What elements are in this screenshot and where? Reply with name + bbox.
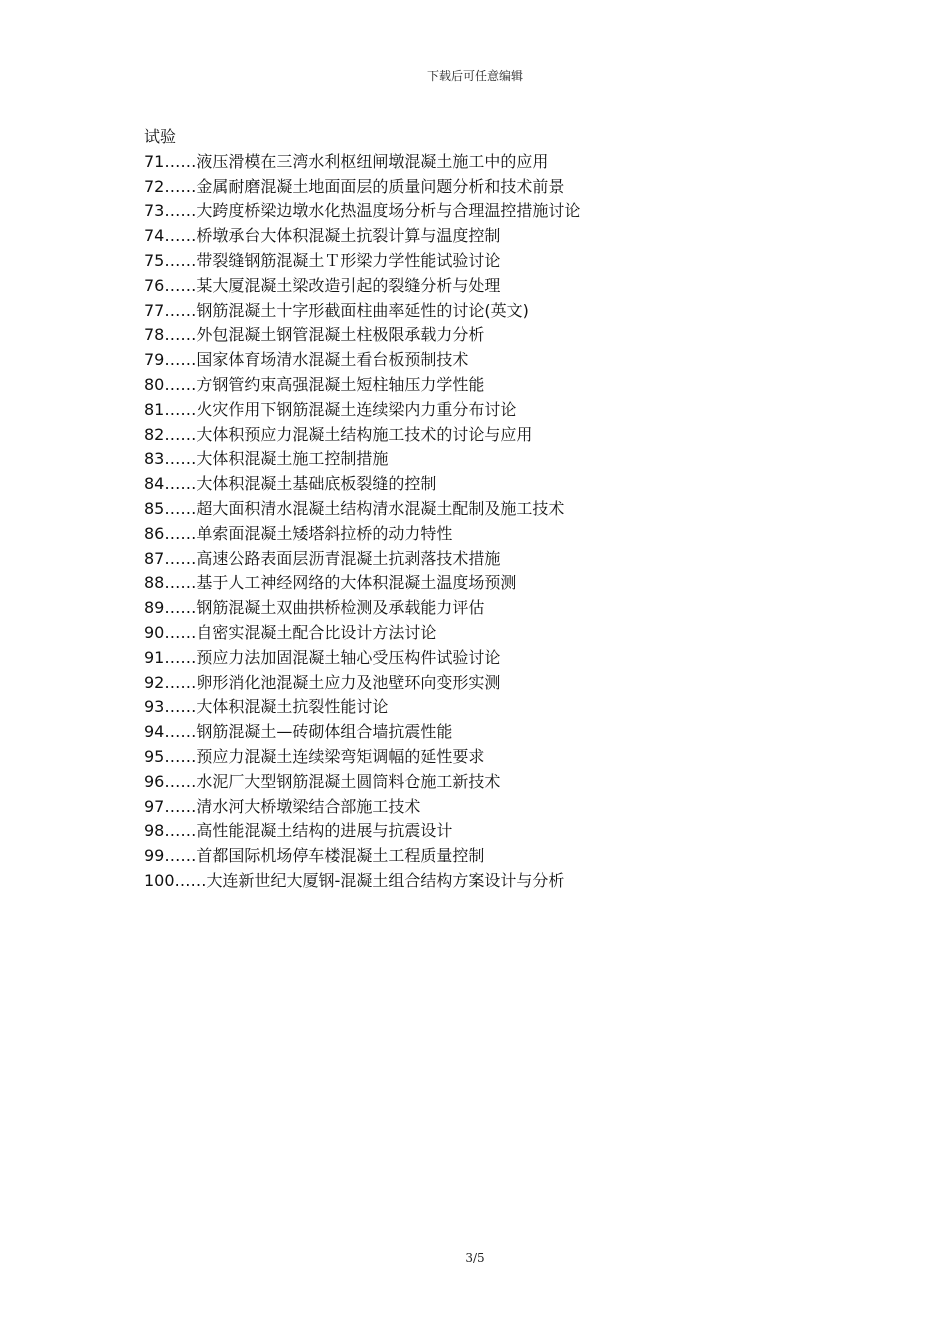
list-item: 93……大体积混凝土抗裂性能讨论 (144, 697, 389, 717)
list-item: 95……预应力混凝土连续梁弯矩调幅的延性要求 (144, 746, 485, 766)
list-item: 83……大体积混凝土施工控制措施 (144, 449, 389, 469)
list-item: 73……大跨度桥梁边墩水化热温度场分析与合理温控措施讨论 (144, 201, 581, 221)
list-item: 78……外包混凝土钢管混凝土柱极限承载力分析 (144, 325, 485, 345)
list-item: 91……预应力法加固混凝土轴心受压构件试验讨论 (144, 647, 501, 667)
page-number: 3/5 (465, 1251, 485, 1265)
list-item: 99……首都国际机场停车楼混凝土工程质量控制 (144, 846, 485, 866)
document-body (144, 125, 844, 894)
list-item: 97……清水河大桥墩梁结合部施工技术 (144, 796, 421, 816)
list-item: 80……方钢管约束高强混凝土短柱轴压力学性能 (144, 374, 485, 394)
list-item: 77……钢筋混凝土十字形截面柱曲率延性的讨论(英文) (144, 300, 529, 320)
list-item: 84……大体积混凝土基础底板裂缝的控制 (144, 474, 437, 494)
list-item: 87……高速公路表面层沥青混凝土抗剥落技术措施 (144, 548, 501, 568)
list-item: 75……带裂缝钢筋混凝土Ｔ形梁力学性能试验讨论 (144, 250, 501, 270)
list-item: 92……卵形消化池混凝土应力及池壁环向变形实测 (144, 672, 501, 692)
page-header: 下载后可任意编辑 (426, 69, 523, 83)
list-item: 86……单索面混凝土矮塔斜拉桥的动力特性 (144, 523, 453, 543)
list-item: 79……国家体育场清水混凝土看台板预制技术 (144, 350, 469, 370)
list-item: 71……液压滑模在三湾水利枢纽闸墩混凝土施工中的应用 (144, 151, 549, 171)
list-item: 74……桥墩承台大体积混凝土抗裂计算与温度控制 (144, 226, 501, 246)
list-item: 96……水泥厂大型钢筋混凝土圆筒料仓施工新技术 (144, 771, 501, 791)
list-item: 98……高性能混凝土结构的进展与抗震设计 (144, 821, 453, 841)
list-item: 82……大体积预应力混凝土结构施工技术的讨论与应用 (144, 424, 533, 444)
list-item: 88……基于人工神经网络的大体积混凝土温度场预测 (144, 573, 517, 593)
list-item: 76……某大厦混凝土梁改造引起的裂缝分析与处理 (144, 275, 501, 295)
list-item: 94……钢筋混凝土—砖砌体组合墙抗震性能 (144, 722, 453, 742)
list-item: 90……自密实混凝土配合比设计方法讨论 (144, 622, 437, 642)
list-item: 100……大连新世纪大厦钢-混凝土组合结构方案设计与分析 (144, 870, 565, 890)
list-item: 81……火灾作用下钢筋混凝土连续梁内力重分布讨论 (144, 399, 517, 419)
lead-text: 试验 (144, 127, 177, 146)
list-item: 72……金属耐磨混凝土地面面层的质量问题分析和技术前景 (144, 176, 565, 196)
list-item: 89……钢筋混凝土双曲拱桥检测及承载能力评估 (144, 598, 485, 618)
list-item: 85……超大面积清水混凝土结构清水混凝土配制及施工技术 (144, 498, 565, 518)
